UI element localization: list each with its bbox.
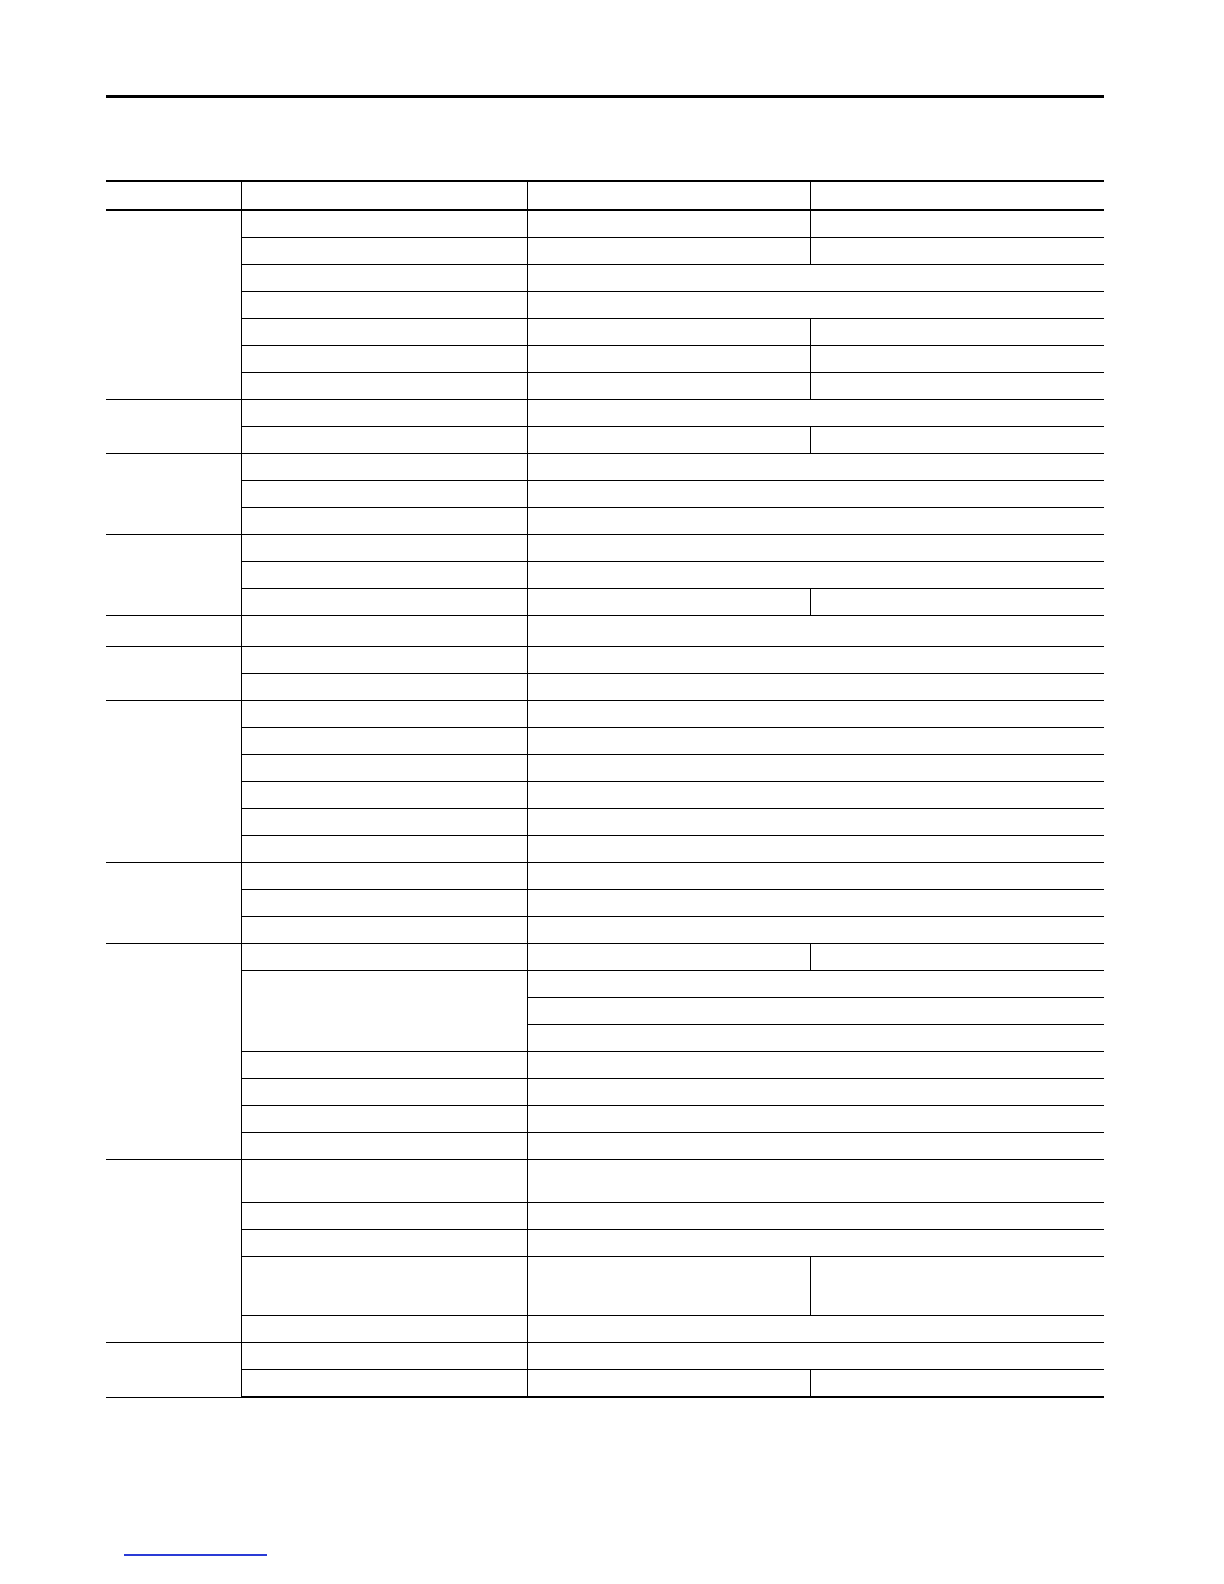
value-cell [527,647,1104,674]
table-row [106,1052,1104,1079]
value-cell [527,508,1104,535]
value-cell [527,292,1104,319]
value-cell [527,454,1104,481]
table-row [106,809,1104,836]
table-row [106,863,1104,890]
row-label-cell [241,1133,527,1160]
value-cell [527,917,1104,944]
value-cell [527,1052,1104,1079]
value-cell [527,427,810,454]
group-label-cell [106,944,241,1160]
table-row [106,508,1104,535]
value-cell [810,319,1104,346]
table-row [106,701,1104,728]
value-cell [527,1230,1104,1257]
header-row [106,181,1104,210]
table-row [106,1316,1104,1343]
header-cell [527,181,810,210]
value-cell [527,1133,1104,1160]
header-cell [241,181,527,210]
row-label-cell [241,890,527,917]
value-cell [810,1370,1104,1398]
table-row [106,971,1104,998]
row-label-cell [241,809,527,836]
value-cell [527,373,810,400]
table-row [106,917,1104,944]
table-row [106,1370,1104,1398]
group-label-cell [106,863,241,944]
table-row [106,238,1104,265]
value-cell [527,971,1104,998]
row-label-cell [241,589,527,616]
table-row [106,674,1104,701]
row-label-cell [241,319,527,346]
value-cell [527,809,1104,836]
group-label-cell [106,454,241,535]
value-cell [527,535,1104,562]
value-cell [527,836,1104,863]
row-label-cell [241,728,527,755]
table-row [106,1160,1104,1203]
group-label-cell [106,647,241,701]
table-row [106,535,1104,562]
table-row [106,1343,1104,1370]
value-cell [810,373,1104,400]
value-cell [810,589,1104,616]
row-label-cell [241,1343,527,1370]
value-cell [527,1079,1104,1106]
header-rule [106,95,1104,98]
value-cell [527,400,1104,427]
row-label-cell [241,535,527,562]
row-label-cell [241,944,527,971]
table-row [106,1257,1104,1316]
value-cell [527,1203,1104,1230]
row-label-cell [241,1257,527,1316]
table-row [106,454,1104,481]
table-row [106,1203,1104,1230]
table-row [106,836,1104,863]
value-cell [527,616,1104,647]
value-cell [810,210,1104,238]
value-cell [527,755,1104,782]
value-cell [527,562,1104,589]
table-row [106,562,1104,589]
value-cell [527,890,1104,917]
row-label-cell [241,265,527,292]
row-label-cell [241,701,527,728]
value-cell [527,1160,1104,1203]
row-label-cell [241,427,527,454]
row-label-cell [241,1079,527,1106]
value-cell [527,674,1104,701]
value-cell [527,589,810,616]
table-row [106,755,1104,782]
group-label-cell [106,1160,241,1343]
table-row [106,782,1104,809]
table-row [106,1079,1104,1106]
header-cell [106,181,241,210]
group-label-cell [106,616,241,647]
table-body [106,210,1104,1397]
row-label-cell [241,1160,527,1203]
value-cell [527,1025,1104,1052]
value-cell [527,782,1104,809]
value-cell [527,481,1104,508]
value-cell [527,1106,1104,1133]
row-label-cell [241,1316,527,1343]
header-cell [810,181,1104,210]
value-cell [810,944,1104,971]
table-header [106,181,1104,210]
value-cell [527,319,810,346]
table-row [106,346,1104,373]
row-label-cell [241,346,527,373]
table-row [106,1106,1104,1133]
row-label-cell [241,917,527,944]
value-cell [810,427,1104,454]
table-row [106,616,1104,647]
table-row [106,647,1104,674]
table-row [106,481,1104,508]
value-cell [527,346,810,373]
group-label-cell [106,535,241,616]
value-cell [810,346,1104,373]
value-cell [527,944,810,971]
value-cell [527,1316,1104,1343]
table-row [106,589,1104,616]
value-cell [527,998,1104,1025]
value-cell [527,1343,1104,1370]
table-row [106,319,1104,346]
table-row [106,292,1104,319]
group-label-cell [106,210,241,400]
table-row [106,1133,1104,1160]
value-cell [527,728,1104,755]
value-cell [527,210,810,238]
value-cell [527,1257,810,1316]
footer-link[interactable] [124,1554,267,1556]
row-label-cell [241,755,527,782]
row-label-cell [241,508,527,535]
table-row [106,400,1104,427]
group-label-cell [106,701,241,863]
row-label-cell [241,400,527,427]
row-label-cell [241,481,527,508]
row-label-cell [241,674,527,701]
table-row [106,1230,1104,1257]
row-label-cell [241,562,527,589]
row-label-cell [241,1230,527,1257]
value-cell [810,1257,1104,1316]
row-label-cell [241,647,527,674]
table-row [106,265,1104,292]
row-label-cell [241,971,527,1052]
table-row [106,427,1104,454]
value-cell [527,863,1104,890]
table-row [106,210,1104,238]
row-label-cell [241,373,527,400]
value-cell [810,238,1104,265]
row-label-cell [241,454,527,481]
row-label-cell [241,1370,527,1398]
value-cell [527,238,810,265]
row-label-cell [241,292,527,319]
row-label-cell [241,782,527,809]
row-label-cell [241,836,527,863]
spec-table-container [106,180,1104,1398]
row-label-cell [241,863,527,890]
row-label-cell [241,210,527,238]
row-label-cell [241,1106,527,1133]
row-label-cell [241,238,527,265]
value-cell [527,701,1104,728]
table-row [106,373,1104,400]
row-label-cell [241,1052,527,1079]
value-cell [527,1370,810,1398]
table-row [106,890,1104,917]
group-label-cell [106,400,241,454]
table-row [106,728,1104,755]
spec-table [106,180,1104,1398]
value-cell [527,265,1104,292]
row-label-cell [241,616,527,647]
table-row [106,944,1104,971]
row-label-cell [241,1203,527,1230]
group-label-cell [106,1343,241,1398]
